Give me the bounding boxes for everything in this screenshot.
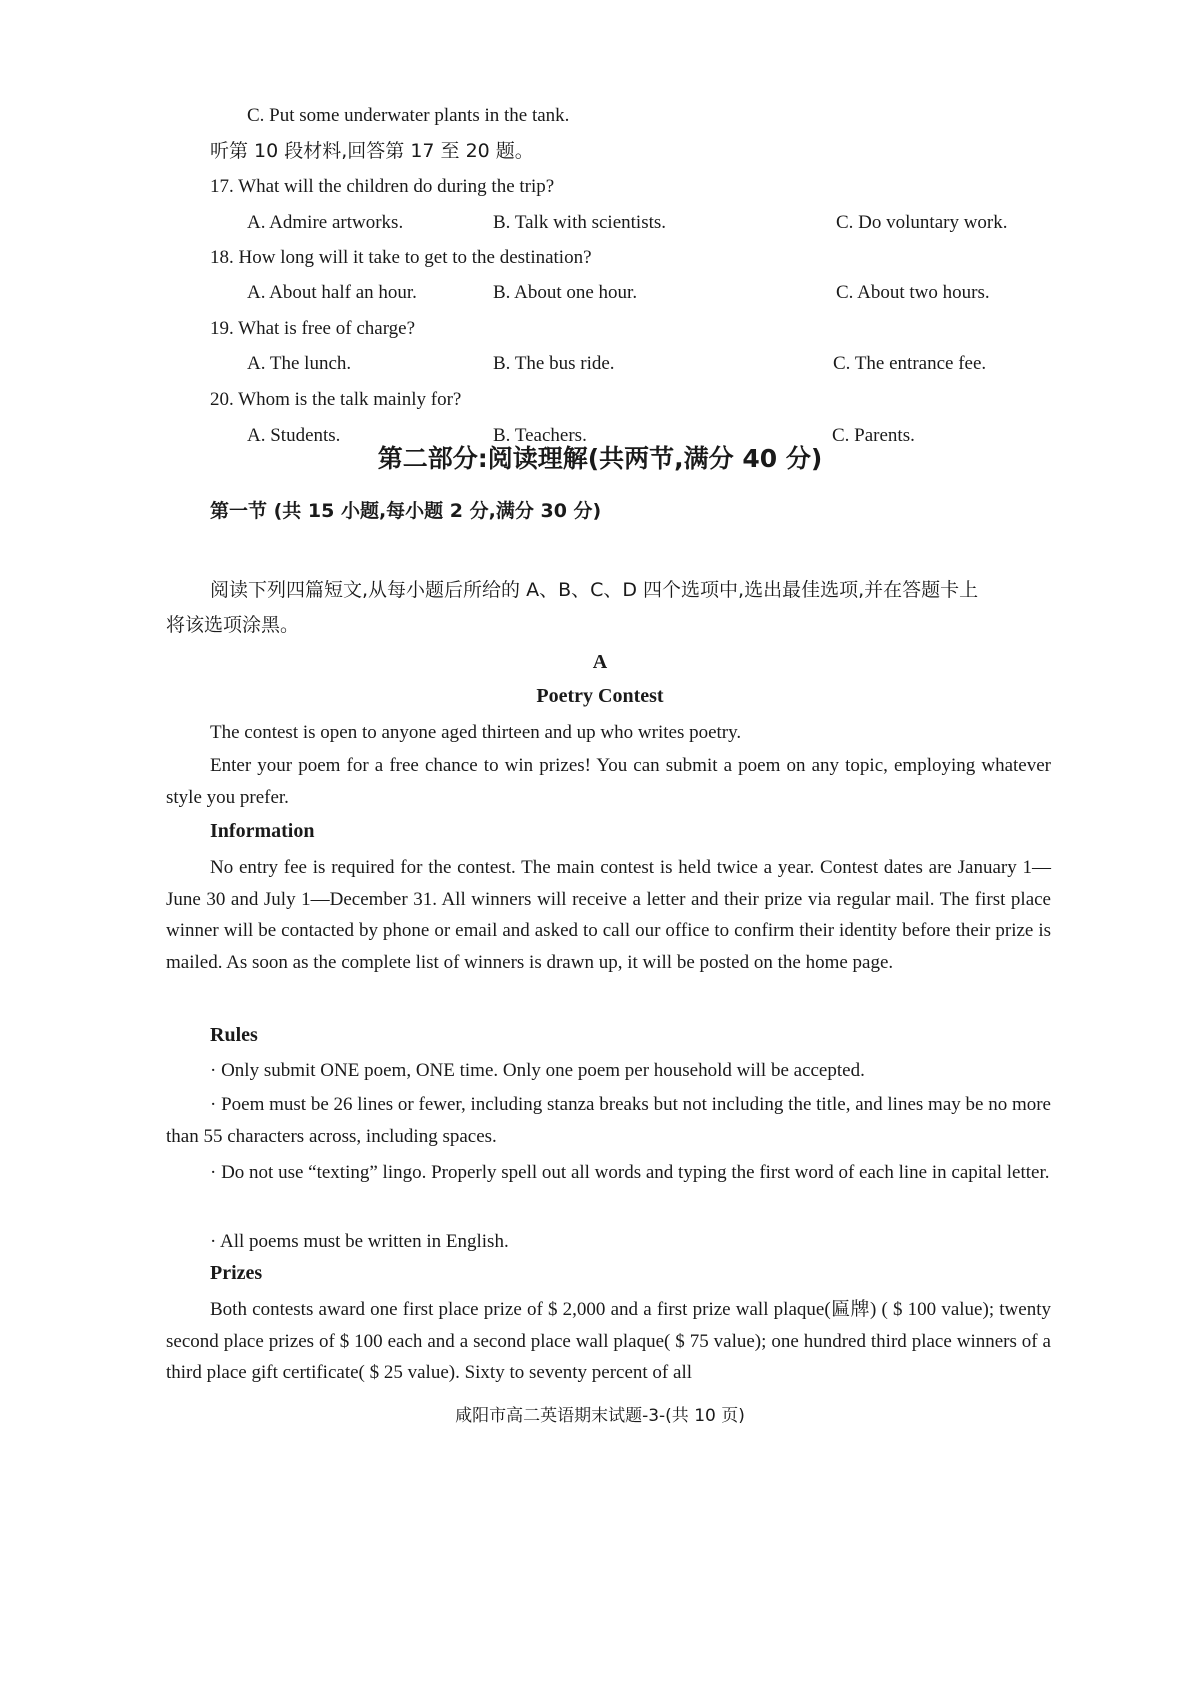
q18-option-c: C. About two hours. [836, 282, 990, 303]
rules-heading: Rules [210, 1024, 258, 1046]
question-19: 19. What is free of charge? [210, 318, 416, 339]
intro-paragraph-2: Enter your poem for a free chance to win prizes! You can submit a poem on any topic, employing whatever style you prefer. [166, 755, 1051, 808]
section1-heading: 第一节 (共 15 小题,每小题 2 分,满分 30 分) [210, 500, 602, 522]
q18-option-b: B. About one hour. [493, 282, 638, 303]
prizes-heading: Prizes [210, 1262, 263, 1284]
q19-option-c: C. The entrance fee. [833, 353, 987, 374]
instruction-line-1: 阅读下列四篇短文,从每小题后所给的 A、B、C、D 四个选项中,选出最佳选项,并在答题卡上 [210, 579, 979, 601]
q20-option-b: B. Teachers. [493, 425, 587, 446]
q17-option-a: A. Admire artworks. [247, 212, 404, 233]
information-paragraph: No entry fee is required for the contest. The main contest is held twice a year. Contest dates are January 1—June 30 and July 1—December 31. All winners will receive a letter and their prize via regular mail. The first place winner will be contacted by phone or email and asked to call our office to confirm their identity before their prize is mailed. As soon as the complete list of winners is drawn up, it will be posted on the home page. [166, 857, 1051, 973]
passage-title: Poetry Contest [536, 685, 664, 707]
q19-option-b: B. The bus ride. [493, 353, 615, 374]
information-heading: Information [210, 820, 315, 842]
q19-option-a: A. The lunch. [247, 353, 352, 374]
q17-option-c: C. Do voluntary work. [836, 212, 1008, 233]
instruction-line-2: 将该选项涂黑。 [166, 614, 300, 636]
q16-option-c: C. Put some underwater plants in the tank. [247, 105, 570, 126]
q20-option-c: C. Parents. [832, 425, 915, 446]
prizes-paragraph: Both contests award one first place prize of $ 2,000 and a first prize wall plaque(匾牌) ( $ 100 value); twenty second place prizes of $ 100 each and a second place wall plaque( $ 75 value); one hundred third place winners of a third place gift certificate( $ 25 value). Sixty to seventy percent of all [166, 1299, 1051, 1384]
rule-item-2: · Poem must be 26 lines or fewer, including stanza breaks but not including the title, and lines may be no more than 55 characters across, including spaces. [166, 1094, 1051, 1147]
question-20: 20. Whom is the talk mainly for? [210, 389, 462, 410]
part2-title: 第二部分:阅读理解(共两节,满分 40 分) [377, 444, 823, 473]
q20-option-a: A. Students. [247, 425, 341, 446]
rule-item-1: · Only submit ONE poem, ONE time. Only one poem per household will be accepted. [210, 1060, 865, 1081]
passage-letter: A [592, 651, 608, 673]
intro-paragraph-1: The contest is open to anyone aged thirteen and up who writes poetry. [210, 722, 742, 743]
rule-item-4: · All poems must be written in English. [210, 1231, 509, 1252]
question-18: 18. How long will it take to get to the destination? [210, 247, 592, 268]
page-footer: 咸阳市高二英语期末试题-3-(共 10 页) [455, 1406, 745, 1426]
rule-item-3: · Do not use “texting” lingo. Properly spell out all words and typing the first word of each line in capital letter. [210, 1162, 1050, 1183]
q17-option-b: B. Talk with scientists. [493, 212, 667, 233]
question-17: 17. What will the children do during the trip? [210, 176, 555, 197]
section10-intro: 听第 10 段材料,回答第 17 至 20 题。 [210, 140, 534, 162]
q18-option-a: A. About half an hour. [247, 282, 417, 303]
